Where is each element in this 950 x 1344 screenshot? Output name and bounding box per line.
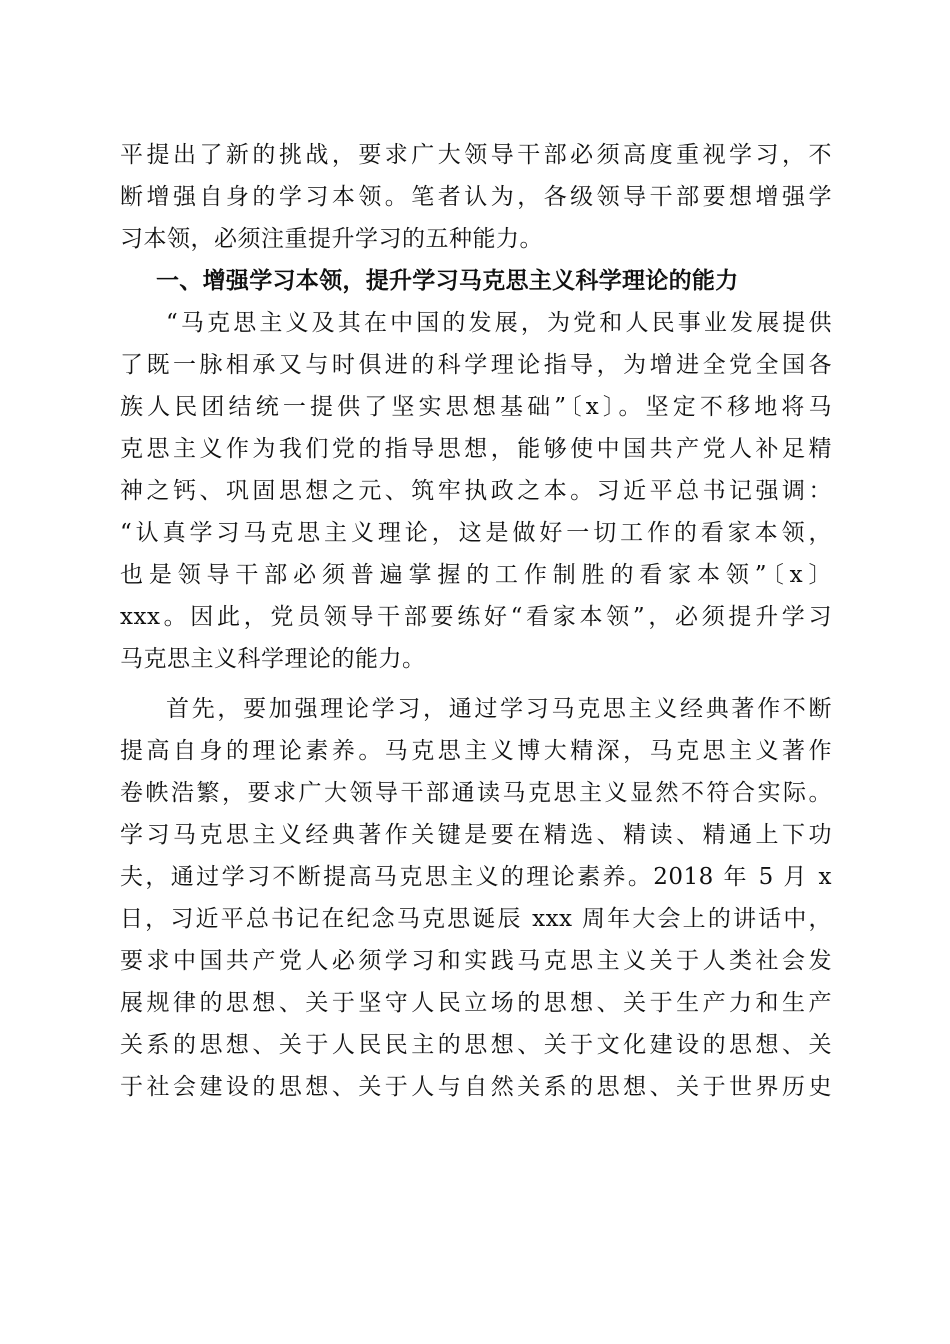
section-heading: 一、增强学习本领，提升学习马克思主义科学理论的能力 (156, 268, 739, 294)
paragraph-theory-study (120, 688, 832, 1108)
text-line: 了既一脉相承又与时俱进的科学理论指导，为增进全党全国各 (120, 352, 832, 378)
text-line: 夫，通过学习不断提高马克思主义的理论素养。2018 年 5 月 x (120, 864, 832, 890)
text-line: “认真学习马克思主义理论，这是做好一切工作的看家本领， (120, 520, 832, 546)
text-line: 也是领导干部必须普遍掌握的工作制胜的看家本领”〔x〕 (120, 562, 832, 588)
text-line: 克思主义作为我们党的指导思想，能够使中国共产党人补足精 (120, 436, 832, 462)
text-line: 平提出了新的挑战，要求广大领导干部必须高度重视学习，不 (120, 142, 832, 168)
text-line: 提高自身的理论素养。马克思主义博大精深，马克思主义著作 (120, 738, 832, 764)
text-line: xxx。因此，党员领导干部要练好“看家本领”，必须提升学习 (120, 604, 832, 630)
paragraph-marxism-guidance (120, 302, 832, 680)
text-line: “马克思主义及其在中国的发展，为党和人民事业发展提供 (166, 310, 832, 336)
text-line: 断增强自身的学习本领。笔者认为，各级领导干部要想增强学 (120, 184, 832, 210)
text-line: 关系的思想、关于人民民主的思想、关于文化建设的思想、关 (120, 1032, 832, 1058)
text-line: 首先，要加强理论学习，通过学习马克思主义经典著作不断 (166, 696, 832, 722)
text-line: 展规律的思想、关于坚守人民立场的思想、关于生产力和生产 (120, 990, 832, 1016)
paragraph-intro-continued (120, 134, 832, 260)
text-line: 要求中国共产党人必须学习和实践马克思主义关于人类社会发 (120, 948, 832, 974)
text-line: 卷帙浩繁，要求广大领导干部通读马克思主义显然不符合实际。 (120, 780, 832, 806)
text-line: 于社会建设的思想、关于人与自然关系的思想、关于世界历史 (120, 1074, 832, 1100)
text-line: 族人民团结统一提供了坚实思想基础”〔x〕。坚定不移地将马 (120, 394, 832, 420)
text-line: 马克思主义科学理论的能力。 (120, 646, 426, 672)
text-line: 神之钙、巩固思想之元、筑牢执政之本。习近平总书记强调： (120, 478, 832, 504)
text-line: 学习马克思主义经典著作关键是要在精选、精读、精通上下功 (120, 822, 832, 848)
text-line: 习本领，必须注重提升学习的五种能力。 (120, 226, 543, 252)
text-line: 日，习近平总书记在纪念马克思诞辰 xxx 周年大会上的讲话中， (120, 906, 832, 932)
document-body (120, 134, 832, 1108)
